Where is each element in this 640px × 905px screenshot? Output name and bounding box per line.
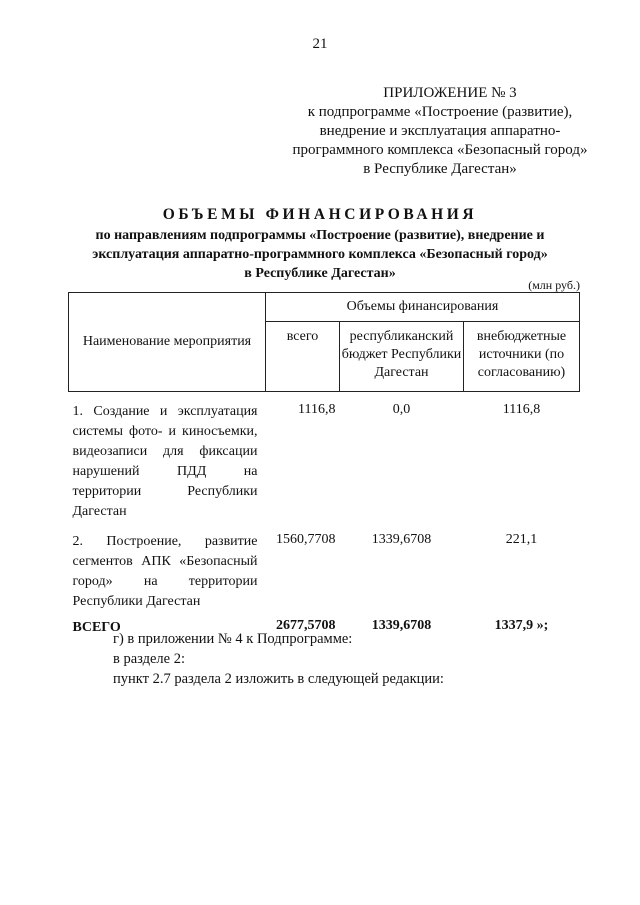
subtitle-line: в Республике Дагестан»	[244, 266, 396, 281]
appendix-line: в Республике Дагестан»	[363, 161, 517, 177]
value-extra: 221,1	[505, 532, 538, 547]
total-extra: 1337,9 »;	[494, 618, 549, 633]
activity-name: 2. Построение, развитие сегментов АПК «Безопасный город» на территории Республики Дагестан	[72, 534, 258, 609]
header-activity-name: Наименование мероприятия	[69, 293, 266, 392]
value-republic: 0,0	[392, 402, 411, 417]
appendix-header	[240, 84, 640, 179]
table-row	[69, 392, 580, 523]
subtitle-line: эксплуатация аппаратно-программного комплекса «Безопасный город»	[92, 247, 548, 262]
value-republic: 1339,6708	[371, 532, 432, 547]
total-label: ВСЕГО	[72, 620, 121, 635]
activity-name: 1. Создание и эксплуатация системы фото- и киносъемки, видеозаписи для фиксации нарушений ПДД на территории Республики Дагестан	[72, 404, 258, 519]
header-financing-volumes: Объемы финансирования	[266, 293, 580, 322]
unit-note: (млн руб.)	[528, 278, 580, 292]
header-republic-budget: республиканский бюджет Республики Дагестан	[340, 322, 464, 392]
amendment-text	[113, 629, 444, 689]
appendix-label: ПРИЛОЖЕНИЕ № 3	[383, 85, 517, 101]
amendment-line: в разделе 2:	[113, 651, 186, 667]
appendix-line: внедрение и эксплуатация аппаратно-	[319, 123, 561, 139]
value-total: 1116,8	[298, 402, 336, 417]
amendment-line: пункт 2.7 раздела 2 изложить в следующей редакции:	[113, 671, 444, 687]
subtitle-line: по направлениям подпрограммы «Построение (развитие), внедрение и	[95, 228, 545, 243]
document-title: ОБЪЕМЫ ФИНАНСИРОВАНИЯ	[162, 206, 478, 223]
total-value: 2677,5708	[276, 618, 336, 633]
header-total: всего	[266, 322, 340, 392]
amendment-line: г) в приложении № 4 к Подпрограмме:	[113, 631, 353, 647]
header-extra-budget: внебюджетные источники (по согласованию)	[464, 322, 580, 392]
value-extra: 1116,8	[502, 402, 541, 417]
table-row	[69, 522, 580, 612]
document-subtitle	[40, 226, 600, 283]
value-total: 1560,7708	[276, 532, 336, 547]
total-republic: 1339,6708	[371, 618, 432, 633]
appendix-line: программного комплекса «Безопасный город»	[292, 142, 588, 158]
page-number: 21	[312, 36, 328, 52]
appendix-line: к подпрограмме «Построение (развитие),	[307, 104, 573, 120]
financing-table	[68, 292, 580, 638]
